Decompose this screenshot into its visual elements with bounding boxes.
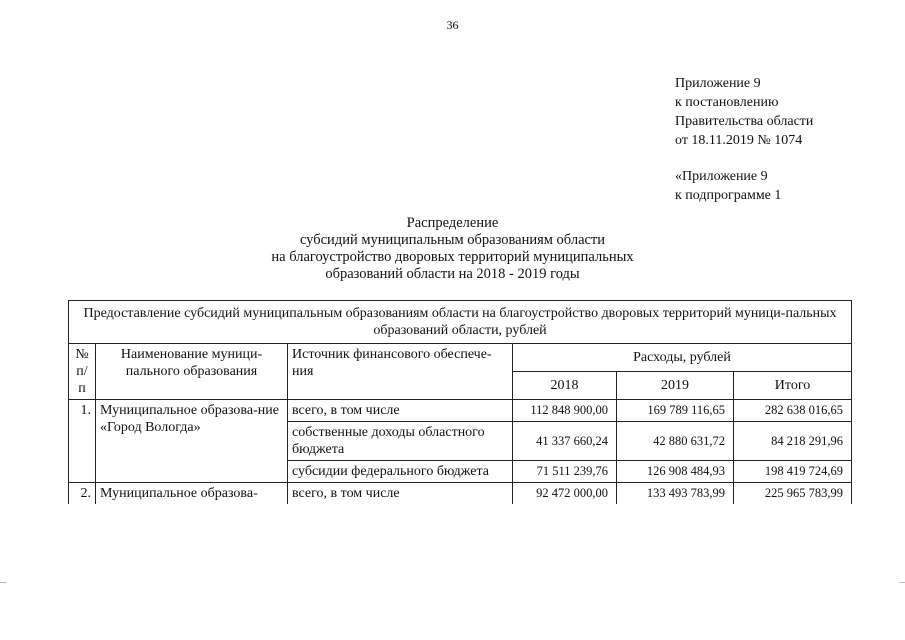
appendix-line: «Приложение 9 [675,169,768,184]
cell-2018: 92 472 000,00 [513,483,617,505]
row-num: 2. [69,483,96,505]
subsidy-table [68,300,852,504]
table-row [69,483,852,505]
appendix-line: Приложение 9 [675,76,761,91]
cell-2019: 126 908 484,93 [617,461,734,483]
appendix-line: к подпрограмме 1 [675,188,782,203]
row-source: всего, в том числе [288,400,513,422]
cell-2018: 112 848 900,00 [513,400,617,422]
table-caption: Предоставление субсидий муниципальным образованиям области на благоустройство дворовых территорий муници-пальных образований области, рублей [69,301,852,344]
header-source: Источник финансового обеспече-ния [288,344,513,400]
document-title [0,215,905,283]
cell-2019: 133 493 783,99 [617,483,734,505]
header-expenses: Расходы, рублей [513,344,852,372]
title-line: образований области на 2018 - 2019 годы [325,266,580,282]
cell-total: 225 965 783,99 [734,483,852,505]
header-total: Итого [734,372,852,400]
row-source: субсидии федерального бюджета [288,461,513,483]
title-line: субсидий муниципальным образованиям области [299,232,606,248]
row-source: собственные доходы областного бюджета [288,422,513,461]
row-municipality: Муниципальное образова-ние «Город Вологда» [96,400,288,483]
row-source: всего, в том числе [288,483,513,505]
cell-total: 282 638 016,65 [734,400,852,422]
header-2019: 2019 [617,372,734,400]
header-num: № п/п [69,344,96,400]
appendix-line: от 18.11.2019 № 1074 [675,133,803,148]
header-name: Наименование муници-пального образования [96,344,288,400]
page-number: 36 [446,18,459,32]
table-row [69,400,852,422]
cell-2019: 42 880 631,72 [617,422,734,461]
cell-2019: 169 789 116,65 [617,400,734,422]
row-num: 1. [69,400,96,483]
cell-total: 84 218 291,96 [734,422,852,461]
title-line: на благоустройство дворовых территорий муниципальных [271,249,634,265]
title-line: Распределение [406,215,499,231]
appendix-line: к постановлению [675,95,779,110]
appendix-block [675,74,813,205]
scan-edge-mark [0,582,6,583]
cell-2018: 41 337 660,24 [513,422,617,461]
row-municipality: Муниципальное образова- [96,483,288,505]
cell-total: 198 419 724,69 [734,461,852,483]
header-2018: 2018 [513,372,617,400]
cell-2018: 71 511 239,76 [513,461,617,483]
appendix-line: Правительства области [675,114,814,129]
scan-edge-mark [899,582,905,583]
